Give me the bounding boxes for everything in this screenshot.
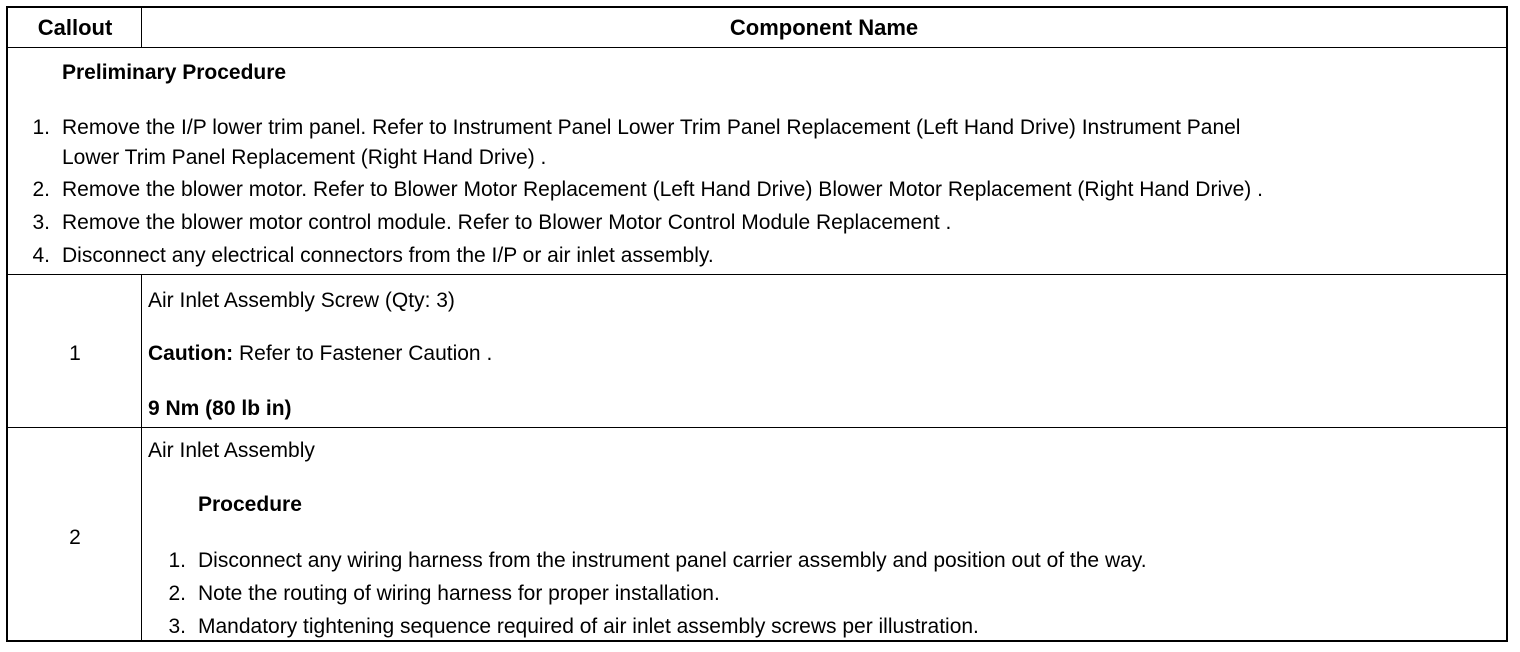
preliminary-title: Preliminary Procedure [62, 61, 287, 84]
prelim-step-4-line-1: Disconnect any electrical connectors from the I/P or air inlet assembly. [62, 244, 714, 267]
caution-label: Caution: [148, 342, 234, 365]
row-1-component-name: Air Inlet Assembly Screw (Qty: 3) [148, 289, 455, 312]
body-column-divider [141, 274, 142, 640]
row-2-callout: 2 [69, 526, 81, 549]
row-1-callout: 1 [69, 342, 81, 365]
row-1-caution [148, 339, 492, 369]
prelim-step-4-num: 4. [32, 244, 50, 267]
row-2-step-1-text: Disconnect any wiring harness from the instrument panel carrier assembly and position out of the way. [198, 549, 1147, 572]
header-bottom-border [8, 47, 1506, 48]
prelim-step-1-line-2: Lower Trim Panel Replacement (Right Hand Drive) . [62, 146, 547, 169]
prelim-step-1-line-1: Remove the I/P lower trim panel. Refer to Instrument Panel Lower Trim Panel Replacement (Left Hand Drive) Instrument Panel [62, 116, 1241, 139]
header-divider [141, 8, 142, 48]
caution-text: Refer to Fastener Caution . [233, 342, 493, 365]
row-1-bottom-border [8, 427, 1506, 428]
row-2-step-2-text: Note the routing of wiring harness for proper installation. [198, 582, 720, 605]
row-2-procedure-title: Procedure [198, 493, 302, 516]
prelim-step-1-num: 1. [32, 116, 50, 139]
row-2-component-name: Air Inlet Assembly [148, 439, 315, 462]
header-component-name: Component Name [729, 15, 919, 40]
header-callout: Callout [37, 15, 113, 40]
prelim-step-2-num: 2. [32, 178, 50, 201]
row-1-torque: 9 Nm (80 lb in) [148, 397, 292, 420]
prelim-step-2-line-1: Remove the blower motor. Refer to Blower Motor Replacement (Left Hand Drive) Blower Motor Replacement (Right Hand Drive) . [62, 178, 1263, 201]
row-2-step-3-text: Mandatory tightening sequence required of air inlet assembly screws per illustration. [198, 615, 979, 638]
prelim-step-3-line-1: Remove the blower motor control module. Refer to Blower Motor Control Module Replacement . [62, 211, 952, 234]
row-2-step-2-num: 2. [168, 582, 186, 605]
row-2-step-3-num: 3. [168, 615, 186, 638]
preliminary-bottom-border [8, 274, 1506, 275]
row-2-step-1-num: 1. [168, 549, 186, 572]
prelim-step-3-num: 3. [32, 211, 50, 234]
component-table [6, 6, 1508, 642]
